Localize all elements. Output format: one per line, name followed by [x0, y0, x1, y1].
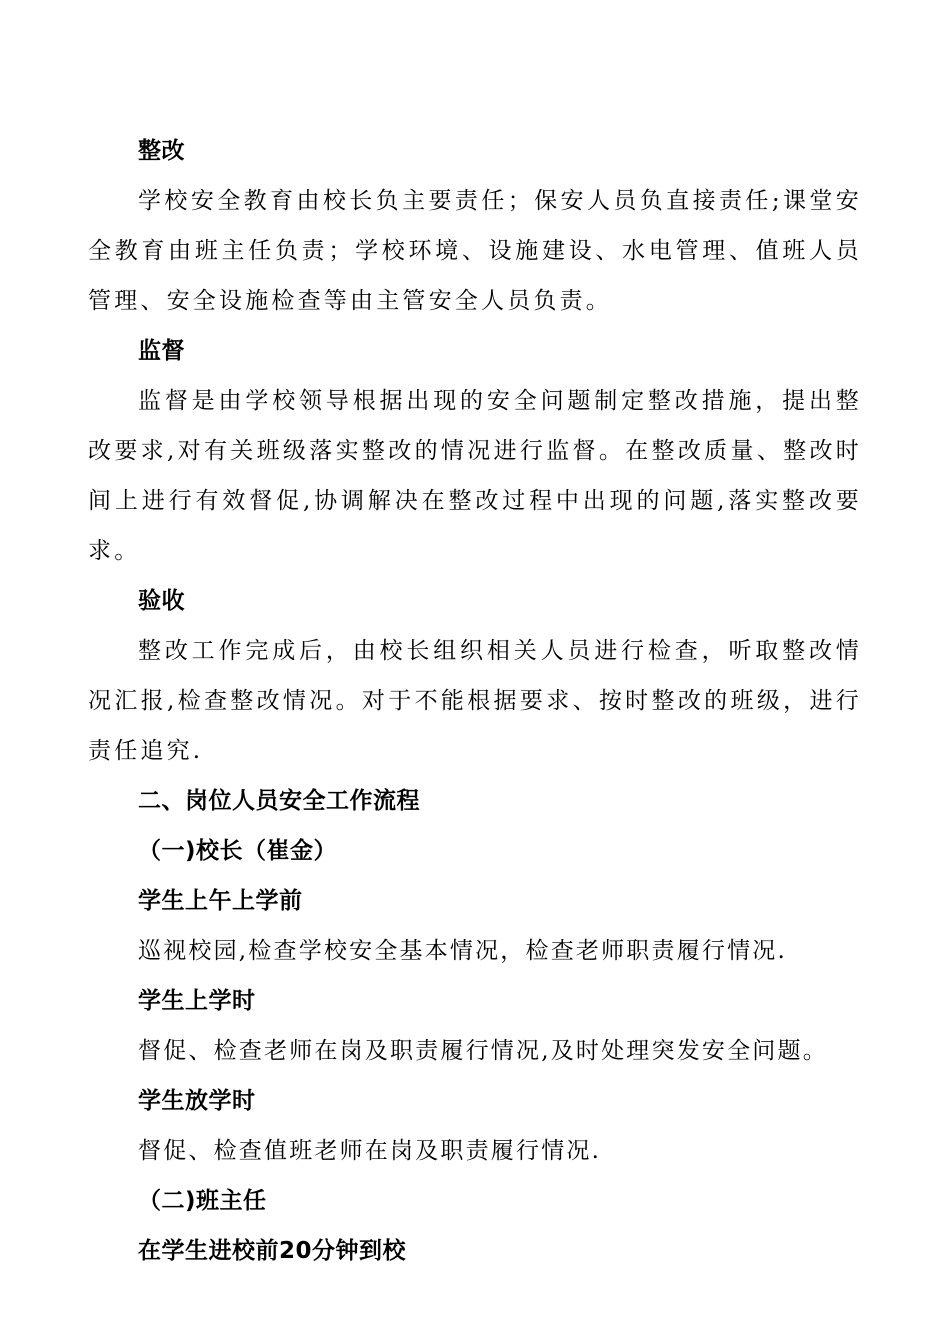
paragraph-during-arrival: 督促、检查老师在岗及职责履行情况,及时处理突发安全问题。	[138, 1038, 828, 1064]
subheading-dismissal: 学生放学时	[138, 1088, 256, 1114]
paragraph-before-morning-school: 巡视校园,检查学校安全基本情况，检查老师职责履行情况.	[138, 938, 788, 964]
paragraph-acceptance: 整改工作完成后，由校长组织相关人员进行检查，听取整改情况汇报,检查整改情况。对于不能根据要求、按时整改的班级，进行责任追究.	[88, 638, 862, 764]
subheading-before-morning-school: 学生上午上学前	[138, 888, 303, 914]
section-heading-rectification: 整改	[138, 138, 185, 164]
paragraph-rectification: 学校安全教育由校长负主要责任；保安人员负直接责任;课堂安全教育由班主任负责；学校环境、设施建设、水电管理、值班人员管理、安全设施检查等由主管安全人员负责。	[88, 188, 862, 314]
paragraph-supervision: 监督是由学校领导根据出现的安全问题制定整改措施，提出整改要求,对有关班级落实整改的情况进行监督。在整改质量、整改时间上进行有效督促,协调解决在整改过程中出现的问题,落实整改要求。	[88, 388, 862, 564]
section-heading-acceptance: 验收	[138, 588, 185, 614]
paragraph-dismissal: 督促、检查值班老师在岗及职责履行情况.	[138, 1138, 602, 1164]
subheading-principal: （一)校长（崔金）	[138, 838, 338, 864]
subheading-during-arrival: 学生上学时	[138, 988, 256, 1014]
section-heading-supervision: 监督	[138, 338, 185, 364]
subheading-head-teacher: （二)班主任	[138, 1188, 267, 1214]
document-page	[88, 126, 862, 1276]
section-heading-workflow: 二、岗位人员安全工作流程	[138, 788, 420, 814]
subheading-arrive-early: 在学生进校前20分钟到校	[138, 1238, 407, 1264]
